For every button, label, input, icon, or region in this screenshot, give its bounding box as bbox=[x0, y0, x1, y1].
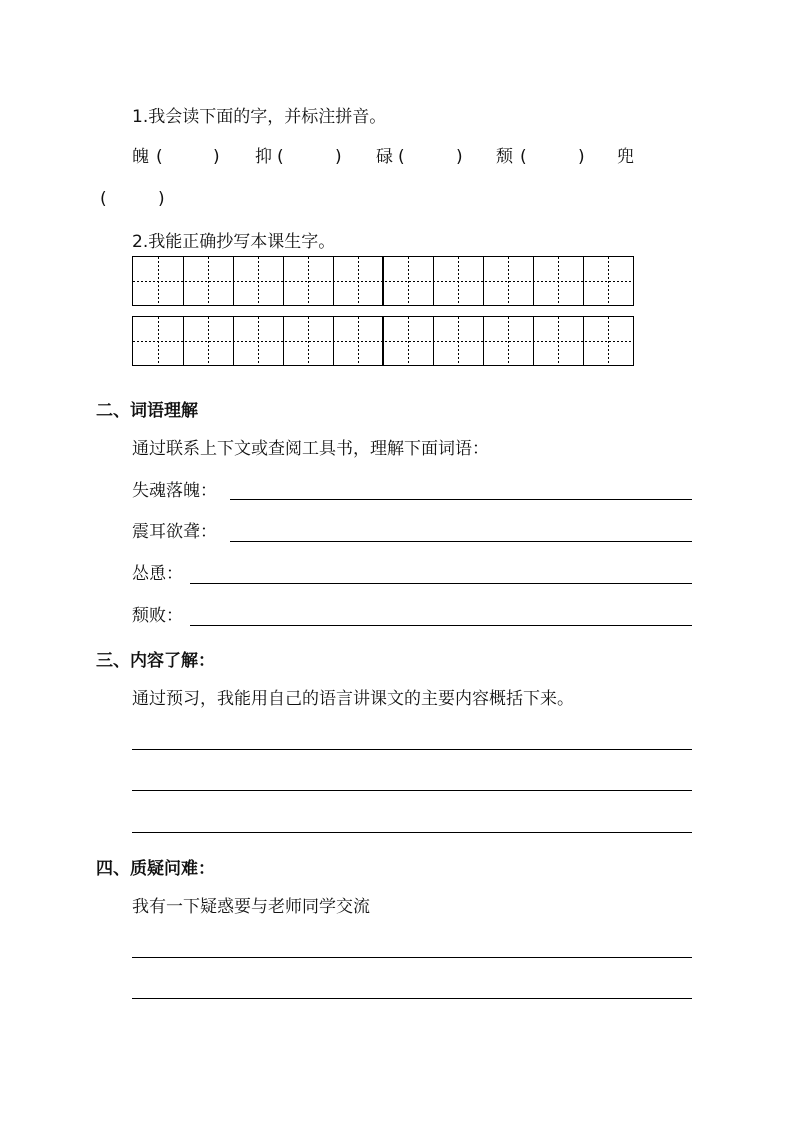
writing-grid-row-1[interactable] bbox=[132, 256, 634, 306]
paren-open: ( bbox=[277, 147, 284, 167]
paren-open: ( bbox=[156, 147, 163, 167]
paren-open: ( bbox=[100, 189, 107, 209]
section-4-heading: 四、质疑问难： bbox=[96, 859, 215, 879]
answer-line[interactable] bbox=[132, 998, 692, 999]
paren-close: ) bbox=[456, 147, 463, 167]
pinyin-char: 魄 bbox=[132, 147, 149, 167]
answer-line[interactable] bbox=[230, 499, 692, 500]
answer-line[interactable] bbox=[190, 625, 692, 626]
pinyin-char: 碌 bbox=[376, 147, 393, 167]
question-2-number: 2. bbox=[132, 232, 149, 252]
writing-grid-lines bbox=[133, 317, 633, 365]
answer-line[interactable] bbox=[132, 957, 692, 958]
pinyin-char: 抑 bbox=[255, 147, 272, 167]
paren-close: ) bbox=[335, 147, 342, 167]
paren-close: ) bbox=[578, 147, 585, 167]
question-1-number: 1. bbox=[132, 107, 149, 127]
pinyin-char: 兜 bbox=[617, 147, 634, 167]
section-3-heading: 三、内容了解： bbox=[96, 651, 215, 671]
question-1 bbox=[132, 106, 386, 128]
answer-line[interactable] bbox=[230, 541, 692, 542]
paren-close: ) bbox=[158, 189, 165, 209]
section-4-instruction: 我有一下疑惑要与老师同学交流 bbox=[132, 897, 370, 917]
word-label: 失魂落魄： bbox=[132, 481, 217, 501]
writing-grid-lines bbox=[133, 257, 633, 305]
word-label: 颓败： bbox=[132, 606, 183, 626]
question-1-text: 我会读下面的字，并标注拼音。 bbox=[148, 107, 387, 127]
answer-line[interactable] bbox=[132, 749, 692, 750]
paren-close: ) bbox=[213, 147, 220, 167]
question-2-text: 我能正确抄写本课生字。 bbox=[148, 232, 336, 252]
paren-open: ( bbox=[398, 147, 405, 167]
answer-line[interactable] bbox=[190, 583, 692, 584]
word-label: 震耳欲聋： bbox=[132, 522, 217, 542]
answer-line[interactable] bbox=[132, 790, 692, 791]
word-label: 怂恿： bbox=[132, 564, 183, 584]
section-3-instruction: 通过预习，我能用自己的语言讲课文的主要内容概括下来。 bbox=[132, 689, 574, 709]
question-2 bbox=[132, 231, 335, 253]
section-2-heading: 二、词语理解 bbox=[96, 401, 198, 421]
pinyin-char: 颓 bbox=[496, 147, 513, 167]
writing-grid-row-2[interactable] bbox=[132, 316, 634, 366]
section-2-instruction: 通过联系上下文或查阅工具书，理解下面词语： bbox=[132, 439, 489, 459]
answer-line[interactable] bbox=[132, 832, 692, 833]
paren-open: ( bbox=[520, 147, 527, 167]
